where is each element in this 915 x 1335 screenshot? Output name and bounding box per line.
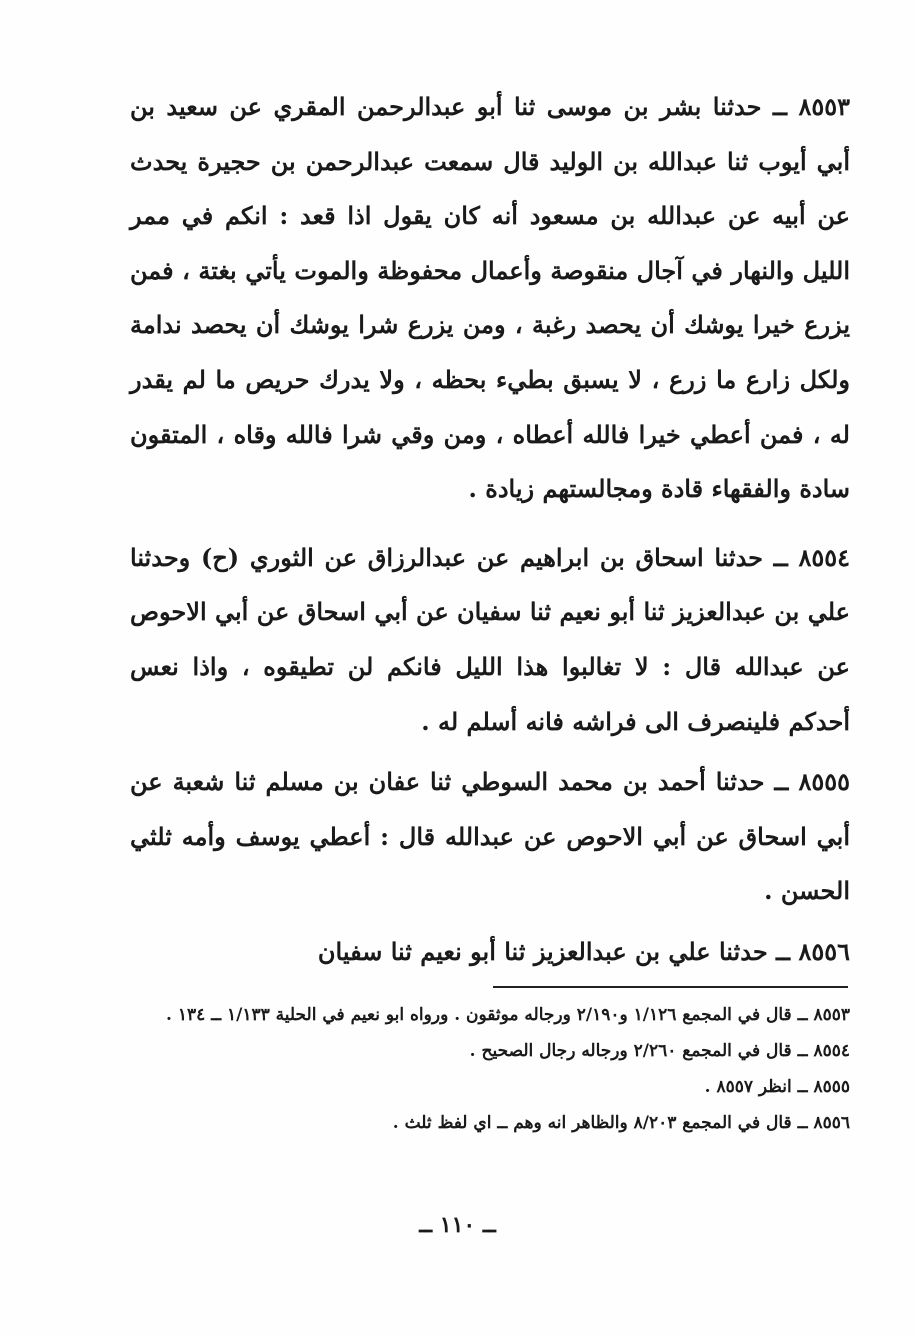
main-text	[130, 80, 850, 980]
hadith-8556: ٨٥٥٦ ــ حدثنا علي بن عبدالعزيز ثنا أبو نعيم ثنا سفيان	[317, 936, 850, 966]
hadith-8553: ٨٥٥٣ ــ حدثنا بشر بن موسى ثنا أبو عبدالرحمن المقري عن سعيد بن أبي أيوب ثنا عبدالله بن الوليد قال سمعت عبدالرحمن بن حجيرة يحدث عن أبيه عن عبدالله بن مسعود أنه كان يقول اذا قعد : انكم في ممر الليل والنهار في آجال منقوصة وأعمال محفوظة والموت يأتي بغتة ، فمن يزرع خيرا يوشك أن يحصد رغبة ، ومن يزرع شرا يوشك أن يحصد ندامة ولكل زارع ما زرع ، لا يسبق بطيء بحظه ، ولا يدرك حريص ما لم يقدر له ، فمن أعطي خيرا فالله أعطاه ، ومن وقي شرا فالله وقاه ، المتقون سادة والفقهاء قادة ومجالستهم زيادة .	[130, 92, 851, 504]
hadith-8554: ٨٥٥٤ ــ حدثنا اسحاق بن ابراهيم عن عبدالرزاق عن الثوري (ح) وحدثنا علي بن عبدالعزيز ثنا أبو نعيم ثنا سفيان عن أبي اسحاق عن أبي الاحوص عن عبدالله قال : لا تغالبوا هذا الليل فانكم لن تطيقوه ، واذا نعس أحدكم فلينصرف الى فراشه فانه أسلم له .	[130, 542, 851, 736]
footnotes	[130, 997, 850, 1141]
hadith-8555: ٨٥٥٥ ــ حدثنا أحمد بن محمد السوطي ثنا عفان بن مسلم ثنا شعبة عن أبي اسحاق عن أبي الاحوص عن عبدالله قال : أعطي يوسف وأمه ثلثي الحسن .	[130, 767, 850, 906]
footnote-8554: ٨٥٥٤ ــ قال في المجمع ٢/٢٦٠ ورجاله رجال الصحيح .	[469, 1041, 850, 1061]
footnote-8556: ٨٥٥٦ ــ قال في المجمع ٨/٢٠٣ والظاهر انه وهم ــ اي لفظ ثلث .	[392, 1113, 850, 1133]
footnote-8553: ٨٥٥٣ ــ قال في المجمع ١/١٢٦ و٢/١٩٠ ورجاله موثقون . ورواه ابو نعيم في الحلية ١/١٣٣ ــ ١٣٤ .	[165, 1005, 850, 1025]
footnote-8555: ٨٥٥٥ ــ انظر ٨٥٥٧ .	[704, 1077, 850, 1097]
footnote-divider	[493, 986, 848, 988]
page-number: ــ ١١٠ ــ	[419, 1212, 496, 1238]
